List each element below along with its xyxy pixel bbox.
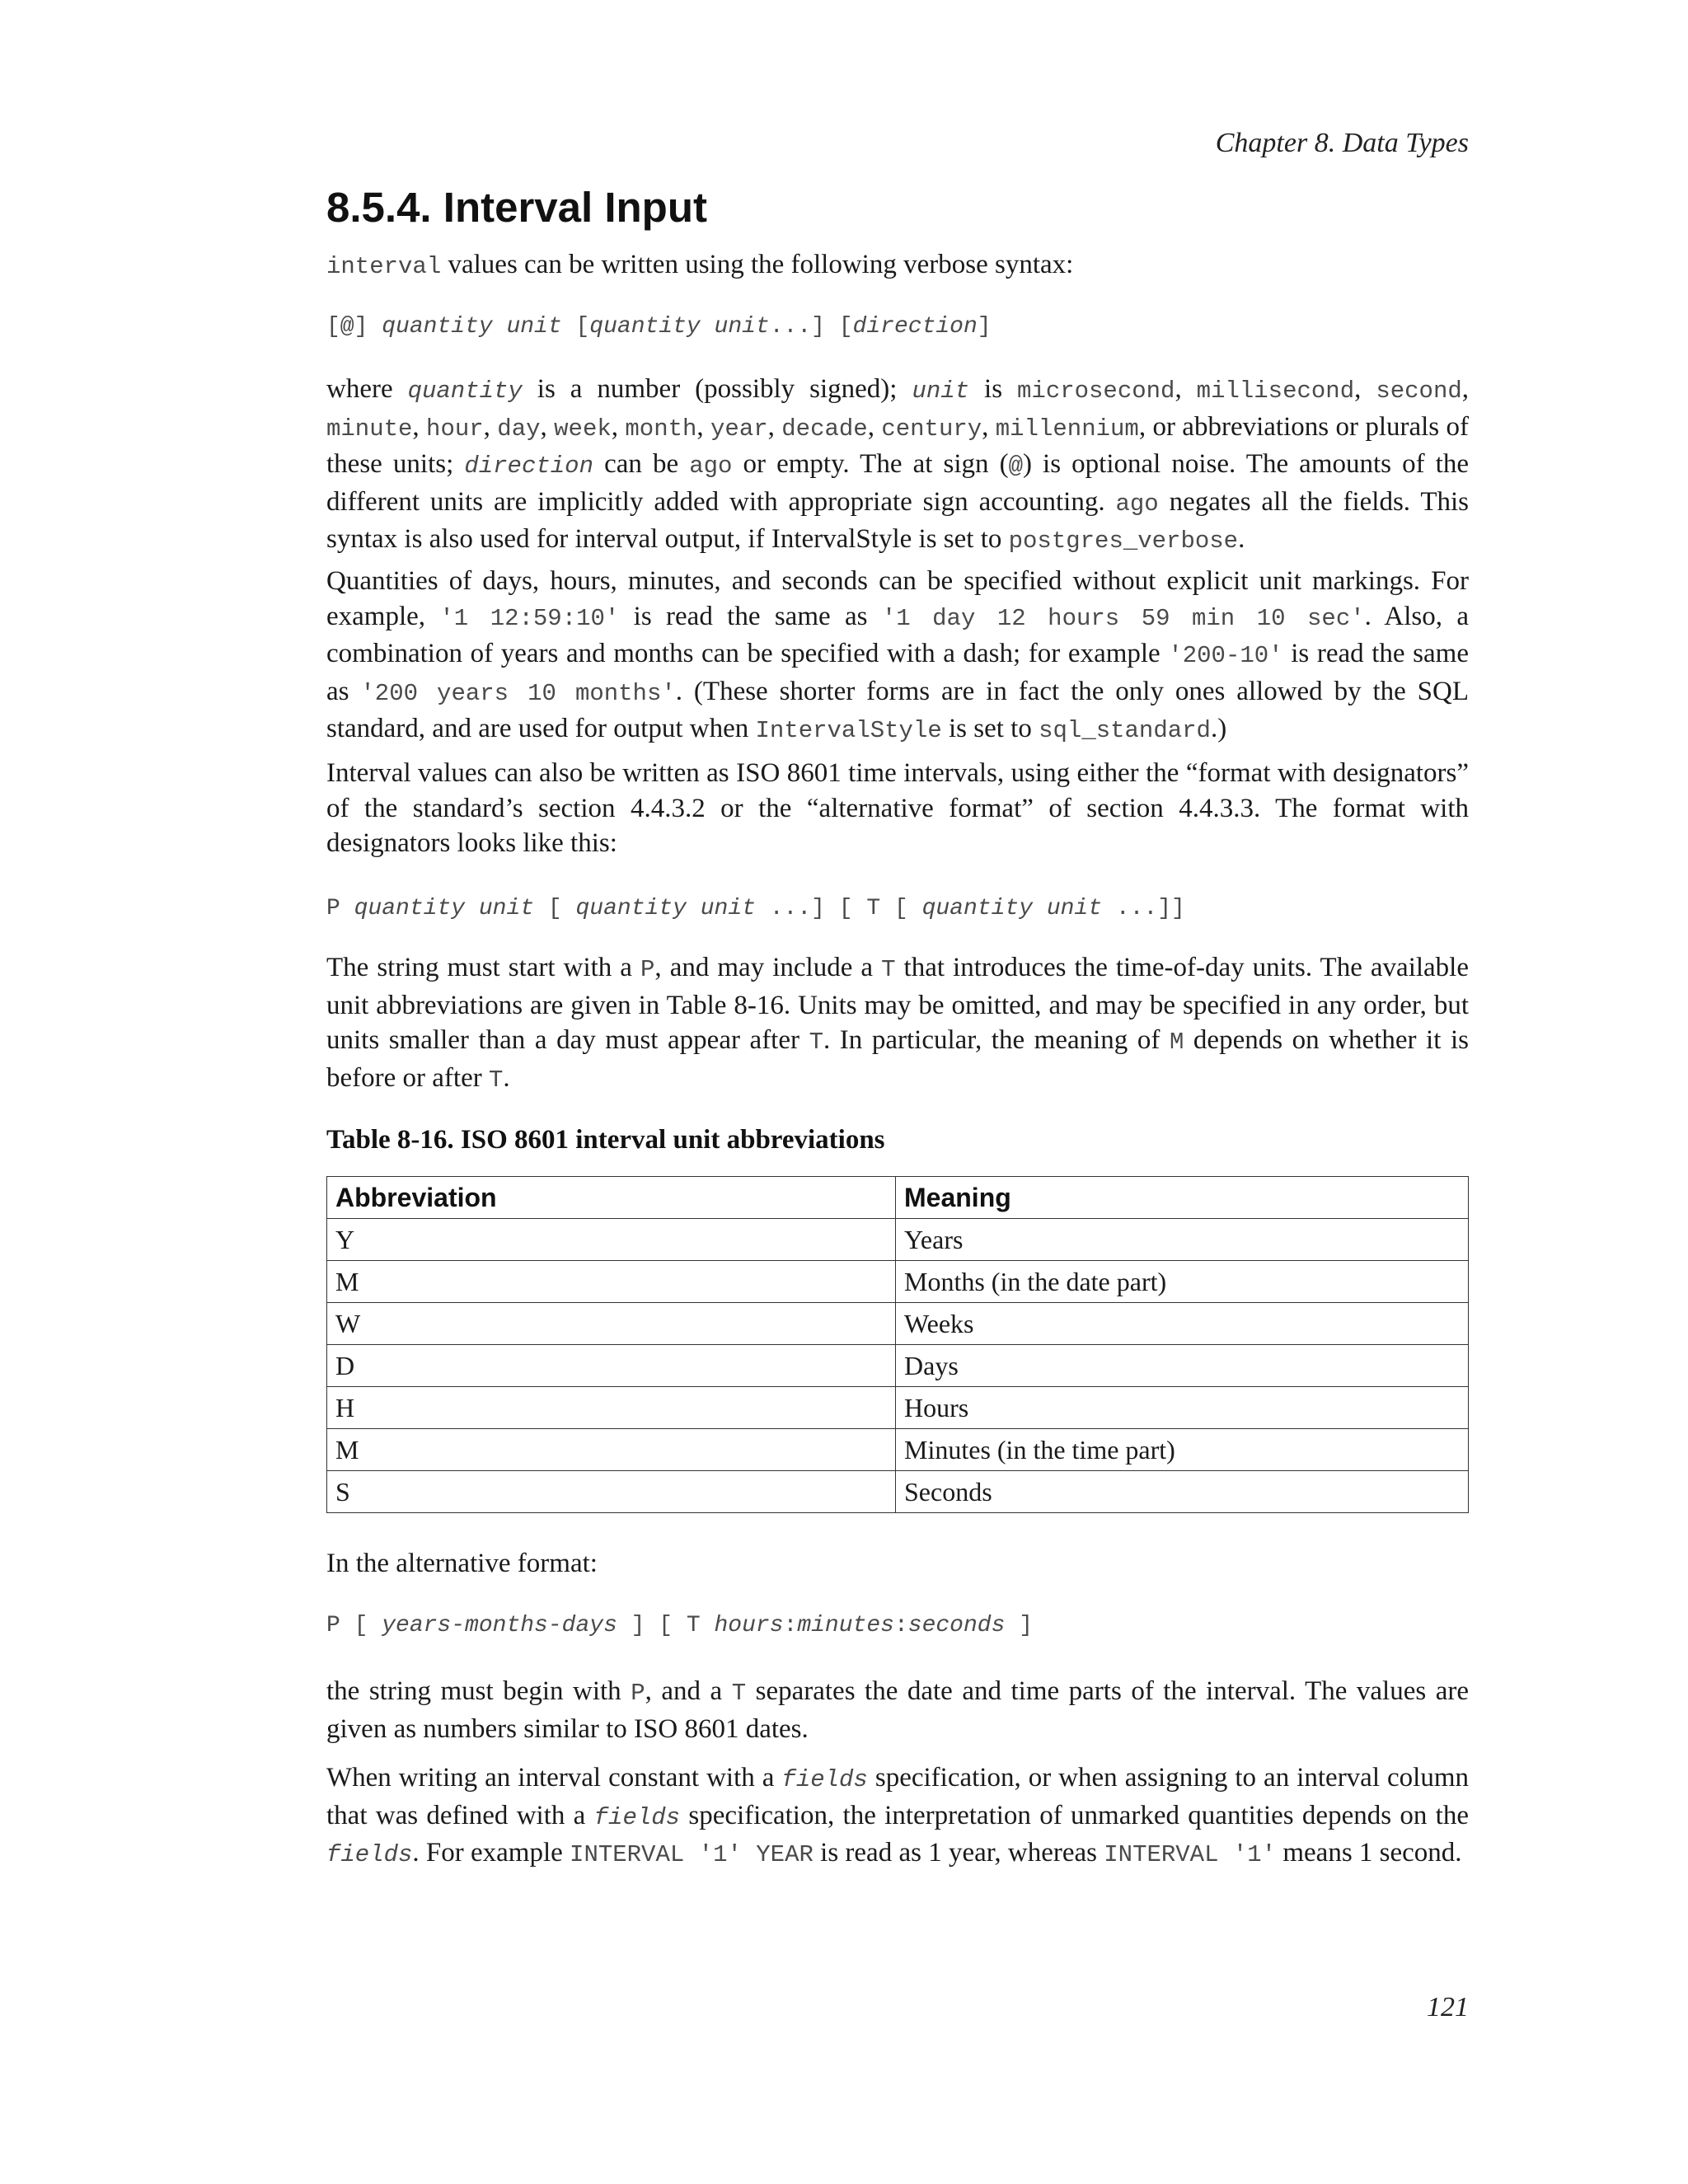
- table-cell: Weeks: [896, 1303, 1469, 1345]
- iso8601-paragraph: Interval values can also be written as ISO 8601 time intervals, using either the “format with designators” of the standard’s section 4.4.3.2 or the “alternative format” of section 4.4.3.3. The format with designators looks like this:: [326, 758, 1469, 858]
- table-cell: Months (in the date part): [896, 1261, 1469, 1303]
- abbreviation-table: [326, 1176, 1469, 1513]
- running-head: Chapter 8. Data Types: [1215, 128, 1469, 158]
- verbose-syntax: [@] quantity unit [quantity unit...] [direction]: [326, 314, 992, 340]
- page-number: 121: [1427, 1992, 1469, 2022]
- table-row: [327, 1303, 1469, 1345]
- column-header: Abbreviation: [327, 1177, 896, 1219]
- table-row: [327, 1219, 1469, 1261]
- table-cell: W: [327, 1303, 896, 1345]
- alternative-paragraph: the string must begin with P, and a T separates the date and time parts of the interval. The values are given as numbers similar to ISO 8601 dates.: [326, 1676, 1470, 1744]
- table-cell: Years: [896, 1219, 1469, 1261]
- quantities-paragraph: Quantities of days, hours, minutes, and seconds can be specified without explicit unit markings. For example, '1 12:59:10' is read the same as '1 day 12 hours 59 min 10 sec'. Also, a combination of years and months can be specified with a dash; for example '200-10' is read the same as '200 years 10 months'. (These shorter forms are in fact the only ones allowed by the SQL standard, and are used for output when IntervalStyle is set to sql_standard.): [326, 566, 1470, 744]
- table-row: [327, 1429, 1469, 1471]
- alternative-intro: In the alternative format:: [326, 1549, 598, 1578]
- inline-code: interval: [326, 253, 442, 280]
- table-header-row: [327, 1177, 1469, 1219]
- alternative-syntax: P [ years-months-days ] [ T hours:minutes:seconds ]: [326, 1613, 1033, 1638]
- fields-paragraph: When writing an interval constant with a fields specification, or when assigning to an interval column that was defined with a fields specification, the interpretation of unmarked quantities depends on the fields. For example INTERVAL '1' YEAR is read as 1 year, whereas INTERVAL '1' means 1 second.: [326, 1763, 1469, 1868]
- designator-syntax: P quantity unit [ quantity unit ...] [ T [ quantity unit ...]]: [326, 896, 1185, 921]
- table-cell: S: [327, 1471, 896, 1513]
- table-caption: Table 8-16. ISO 8601 interval unit abbreviations: [326, 1125, 885, 1155]
- column-header: Meaning: [896, 1177, 1469, 1219]
- table-row: [327, 1387, 1469, 1429]
- designator-paragraph: The string must start with a P, and may include a T that introduces the time-of-day units. The available unit abbreviations are given in Table 8-16. Units may be omitted, and may be specified in any order, but units smaller than a day must appear after T. In particular, the meaning of M depends on whether it is before or after T.: [326, 953, 1469, 1094]
- table-cell: D: [327, 1345, 896, 1387]
- table-cell: Seconds: [896, 1471, 1469, 1513]
- section-title: 8.5.4. Interval Input: [326, 184, 707, 231]
- units-paragraph: where quantity is a number (possibly signed); unit is microsecond, millisecond, second, minute, hour, day, week, month, year, decade, century, millennium, or abbreviations or plurals of these units; direction can be ago or empty. The at sign (@) is optional noise. The amounts of the different units are implicitly added with appropriate sign accounting. ago negates all the fields. This syntax is also used for interval output, if IntervalStyle is set to postgres_verbose.: [326, 374, 1469, 555]
- intro-paragraph: interval values can be written using the following verbose syntax:: [326, 250, 1074, 280]
- table-row: [327, 1471, 1469, 1513]
- table-cell: M: [327, 1261, 896, 1303]
- table-cell: H: [327, 1387, 896, 1429]
- table-cell: Hours: [896, 1387, 1469, 1429]
- table-cell: M: [327, 1429, 896, 1471]
- table-cell: Days: [896, 1345, 1469, 1387]
- table-cell: Y: [327, 1219, 896, 1261]
- table-row: [327, 1261, 1469, 1303]
- table-cell: Minutes (in the time part): [896, 1429, 1469, 1471]
- table-row: [327, 1345, 1469, 1387]
